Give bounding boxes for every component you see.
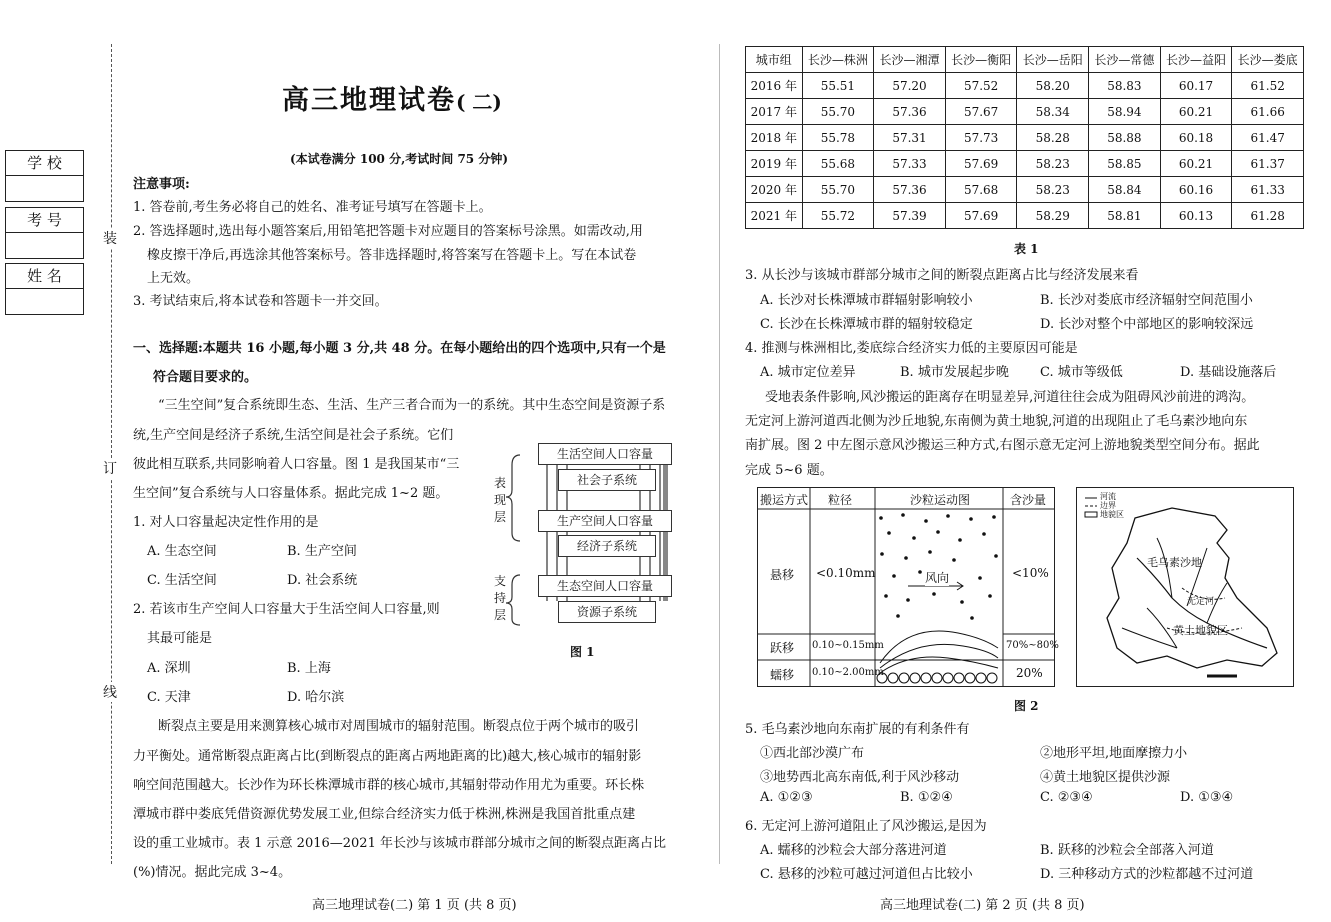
school-field[interactable] bbox=[5, 150, 84, 202]
question-6: 6. 无定河上游河道阻止了风沙搬运,是因为 bbox=[745, 819, 987, 834]
q5-item-2: ②地形平坦,地面摩擦力小 bbox=[1040, 746, 1188, 761]
question-5: 5. 毛乌素沙地向东南扩展的有利条件有 bbox=[745, 722, 970, 737]
table-header: 长沙—常德 bbox=[1089, 47, 1161, 73]
passage-line: 力平衡处。通常断裂点距离占比(到断裂点的距离占两地距离的比)越大,核心城市的辐射影 bbox=[133, 749, 642, 764]
table-row bbox=[746, 203, 1304, 229]
q4-option-a[interactable]: A. 城市定位差异 bbox=[760, 365, 856, 380]
notice-line: 2. 答选择题时,选出每小题答案后,用铅笔把答题卡对应题目的答案标号涂黑。如需改动,用 bbox=[133, 224, 643, 239]
table-1 bbox=[745, 46, 1304, 229]
table-cell: 57.67 bbox=[945, 99, 1017, 125]
section-heading: 一、选择题:本题共 16 小题,每小题 3 分,共 48 分。在每小题给出的四个选项中,只有一个是 bbox=[133, 341, 666, 356]
table-cell: 58.81 bbox=[1089, 203, 1161, 229]
table-header: 长沙—岳阳 bbox=[1017, 47, 1089, 73]
passage-line: 响空间范围越大。长沙作为环长株潭城市群的核心城市,其辐射带动作用尤为重要。环长株 bbox=[133, 778, 645, 793]
q6-option-b[interactable]: B. 跃移的沙粒会全部落入河道 bbox=[1040, 843, 1214, 858]
table-header: 长沙—娄底 bbox=[1232, 47, 1304, 73]
q6-option-c[interactable]: C. 悬移的沙粒可越过河道但占比较小 bbox=[760, 867, 973, 882]
bind-mark-ding: 订 bbox=[103, 458, 117, 478]
map-label-loess: 黄土地貌区 bbox=[1173, 624, 1228, 637]
notice-line: 1. 答卷前,考生务必将自己的姓名、准考证号填写在答题卡上。 bbox=[133, 200, 492, 215]
fig1-box-production-capacity: 生产空间人口容量 bbox=[538, 510, 672, 532]
table-cell: 60.21 bbox=[1160, 151, 1232, 177]
q5-item-1: ①西北部沙漠广布 bbox=[760, 746, 865, 761]
question-2: 2. 若该市生产空间人口容量大于生活空间人口容量,则 bbox=[133, 602, 440, 617]
name-field[interactable] bbox=[5, 263, 84, 315]
table-row bbox=[746, 73, 1304, 99]
table-cell: 57.20 bbox=[874, 73, 946, 99]
map-legend-river: 河流 bbox=[1100, 492, 1116, 501]
table-cell: 57.69 bbox=[945, 203, 1017, 229]
exam-number-field[interactable] bbox=[5, 207, 84, 259]
map-label-mu-us: 毛乌素沙地 bbox=[1147, 556, 1202, 569]
fig2-wind-label: 风向 bbox=[925, 571, 950, 585]
q6-option-a[interactable]: A. 蠕移的沙粒会大部分落进河道 bbox=[760, 843, 947, 858]
table-cell: 2017 年 bbox=[746, 99, 803, 125]
passage-line: 生空间”复合系统与人口容量体系。据此完成 1~2 题。 bbox=[133, 486, 449, 501]
q3-option-c[interactable]: C. 长沙在长株潭城市群的辐射较稳定 bbox=[760, 317, 973, 332]
q4-option-c[interactable]: C. 城市等级低 bbox=[1040, 365, 1123, 380]
table-cell: 58.23 bbox=[1017, 151, 1089, 177]
notice-line: 橡皮擦干净后,再选涂其他答案标号。答非选择题时,将答案写在答题卡上。写在本试卷 bbox=[147, 248, 637, 263]
q3-option-b[interactable]: B. 长沙对娄底市经济辐射空间范围小 bbox=[1040, 293, 1253, 308]
fig2-mode: 跃移 bbox=[770, 641, 795, 655]
table-row bbox=[746, 177, 1304, 203]
figure-1-caption: 图 1 bbox=[570, 645, 595, 659]
figure-2-grid bbox=[758, 488, 1054, 686]
bind-mark-xian: 线 bbox=[103, 682, 117, 702]
section-heading-cont: 符合题目要求的。 bbox=[153, 370, 258, 385]
table-cell: 57.68 bbox=[945, 177, 1017, 203]
passage-line: 统,生产空间是经济子系统,生活空间是社会子系统。它们 bbox=[133, 428, 454, 443]
passage-line: (%)情况。据此完成 3~4。 bbox=[133, 865, 292, 880]
table-cell: 58.83 bbox=[1089, 73, 1161, 99]
map-legend-boundary: 边界 bbox=[1100, 501, 1116, 510]
footer-page-2: 高三地理试卷(二) 第 2 页 (共 8 页) bbox=[880, 898, 1085, 913]
figure-1 bbox=[493, 425, 690, 630]
table-cell: 60.21 bbox=[1160, 99, 1232, 125]
page-divider bbox=[719, 44, 720, 864]
passage-line: 受地表条件影响,风沙搬运的距离存在明显差异,河道往往会成为阻碍风沙前进的鸿沟。 bbox=[765, 390, 1255, 405]
passage-line: 无定河上游河道西北侧为沙丘地貌,东南侧为黄土地貌,河道的出现阻止了毛乌素沙地向东 bbox=[745, 414, 1248, 429]
q1-option-c[interactable]: C. 生活空间 bbox=[147, 573, 217, 588]
page-title bbox=[282, 78, 502, 117]
table-row bbox=[746, 125, 1304, 151]
name-label: 姓 名 bbox=[6, 264, 83, 289]
q5-option-c[interactable]: C. ②③④ bbox=[1040, 790, 1093, 805]
table-cell: 60.13 bbox=[1160, 203, 1232, 229]
q2-option-d[interactable]: D. 哈尔滨 bbox=[287, 690, 345, 705]
table-cell: 61.66 bbox=[1232, 99, 1304, 125]
table-cell: 58.85 bbox=[1089, 151, 1161, 177]
table-1-caption: 表 1 bbox=[1014, 242, 1039, 256]
table-cell: 58.20 bbox=[1017, 73, 1089, 99]
passage-line: 断裂点主要是用来测算核心城市对周围城市的辐射范围。断裂点位于两个城市的吸引 bbox=[158, 719, 640, 734]
table-cell: 55.51 bbox=[802, 73, 874, 99]
table-cell: 2021 年 bbox=[746, 203, 803, 229]
q6-option-d[interactable]: D. 三种移动方式的沙粒都越不过河道 bbox=[1040, 867, 1254, 882]
title-suffix: ( 二) bbox=[456, 90, 502, 114]
q2-option-b[interactable]: B. 上海 bbox=[287, 661, 331, 676]
question-4: 4. 推测与株洲相比,娄底综合经济实力低的主要原因可能是 bbox=[745, 341, 1078, 356]
table-cell: 57.52 bbox=[945, 73, 1017, 99]
passage-line: “三生空间”复合系统即生态、生活、生产三者合而为一的系统。其中生态空间是资源子系 bbox=[158, 398, 666, 413]
q1-option-b[interactable]: B. 生产空间 bbox=[287, 544, 357, 559]
table-cell: 57.36 bbox=[874, 177, 946, 203]
notice-line: 3. 考试结束后,将本试卷和答题卡一并交回。 bbox=[133, 294, 388, 309]
q4-option-b[interactable]: B. 城市发展起步晚 bbox=[900, 365, 1009, 380]
passage-line: 南扩展。图 2 中左图示意风沙搬运三种方式,右图示意无定河上游地貌类型空间分布。据此 bbox=[745, 438, 1260, 453]
table-cell: 57.69 bbox=[945, 151, 1017, 177]
fig1-label-char: 支 bbox=[493, 574, 506, 588]
q3-option-d[interactable]: D. 长沙对整个中部地区的影响较深远 bbox=[1040, 317, 1254, 332]
table-row bbox=[746, 99, 1304, 125]
table-cell: 58.23 bbox=[1017, 177, 1089, 203]
notice-line: 上无效。 bbox=[147, 271, 200, 286]
passage-line: 设的重工业城市。表 1 示意 2016—2021 年长沙与该城市群部分城市之间的断裂点距离占比 bbox=[133, 836, 666, 851]
fig1-label-char: 层 bbox=[493, 608, 506, 622]
table-header: 城市组 bbox=[746, 47, 803, 73]
figure-2-left bbox=[757, 487, 1059, 687]
q3-option-a[interactable]: A. 长沙对长株潭城市群辐射影响较小 bbox=[760, 293, 973, 308]
table-cell: 2020 年 bbox=[746, 177, 803, 203]
q5-option-b[interactable]: B. ①②④ bbox=[900, 790, 953, 805]
table-cell: 58.29 bbox=[1017, 203, 1089, 229]
q5-option-d[interactable]: D. ①③④ bbox=[1180, 790, 1234, 805]
fig1-label-surface bbox=[492, 475, 508, 526]
table-cell: 61.28 bbox=[1232, 203, 1304, 229]
fig1-box-social-system: 社会子系统 bbox=[558, 469, 656, 491]
fig2-size: <0.10mm bbox=[816, 566, 876, 580]
fig2-mode: 悬移 bbox=[770, 568, 795, 582]
table-cell: 58.28 bbox=[1017, 125, 1089, 151]
table-cell: 58.94 bbox=[1089, 99, 1161, 125]
table-cell: 58.34 bbox=[1017, 99, 1089, 125]
table-cell: 55.70 bbox=[802, 177, 874, 203]
subtitle: (本试卷满分 100 分,考试时间 75 分钟) bbox=[290, 152, 508, 166]
question-3: 3. 从长沙与该城市群部分城市之间的断裂点距离占比与经济发展来看 bbox=[745, 268, 1139, 283]
q2-option-c[interactable]: C. 天津 bbox=[147, 690, 191, 705]
table-cell: 58.88 bbox=[1089, 125, 1161, 151]
fig1-box-ecological-capacity: 生态空间人口容量 bbox=[538, 575, 672, 597]
table-cell: 60.16 bbox=[1160, 177, 1232, 203]
fig2-mode: 蠕移 bbox=[770, 668, 795, 682]
passage-line: 彼此相互联系,共同影响着人口容量。图 1 是我国某市“三 bbox=[133, 457, 460, 472]
passage-line: 完成 5~6 题。 bbox=[745, 463, 833, 478]
table-cell: 55.70 bbox=[802, 99, 874, 125]
table-cell: 61.37 bbox=[1232, 151, 1304, 177]
figure-2-caption: 图 2 bbox=[1014, 699, 1039, 713]
q1-option-a[interactable]: A. 生态空间 bbox=[147, 544, 217, 559]
fig1-label-char: 层 bbox=[493, 510, 506, 524]
question-1: 1. 对人口容量起决定性作用的是 bbox=[133, 515, 319, 530]
fig1-box-resource-system: 资源子系统 bbox=[558, 601, 656, 623]
fig1-box-living-capacity: 生活空间人口容量 bbox=[538, 443, 672, 465]
table-header: 长沙—株洲 bbox=[802, 47, 874, 73]
table-cell: 2016 年 bbox=[746, 73, 803, 99]
table-cell: 55.72 bbox=[802, 203, 874, 229]
map-label-wuding-river: 无定河 bbox=[1187, 597, 1215, 607]
notice-heading: 注意事项: bbox=[133, 177, 190, 192]
table-header: 长沙—湘潭 bbox=[874, 47, 946, 73]
fig1-label-char: 现 bbox=[493, 493, 506, 507]
table-cell: 60.18 bbox=[1160, 125, 1232, 151]
q4-option-d[interactable]: D. 基础设施落后 bbox=[1180, 365, 1277, 380]
fig2-header: 搬运方式 bbox=[760, 493, 809, 507]
question-2-cont: 其最可能是 bbox=[147, 631, 213, 646]
fig2-content: 20% bbox=[1016, 666, 1043, 680]
bind-mark-zhuang: 装 bbox=[103, 228, 117, 248]
fig2-content: 70%~80% bbox=[1006, 640, 1059, 651]
table-header: 长沙—衡阳 bbox=[945, 47, 1017, 73]
q1-option-d[interactable]: D. 社会系统 bbox=[287, 573, 358, 588]
table-row bbox=[746, 151, 1304, 177]
binding-line bbox=[111, 44, 112, 864]
table-cell: 61.47 bbox=[1232, 125, 1304, 151]
school-label: 学 校 bbox=[6, 151, 83, 176]
q5-item-3: ③地势西北高东南低,利于风沙移动 bbox=[760, 770, 960, 785]
exam-number-label: 考 号 bbox=[6, 208, 83, 233]
table-cell: 60.17 bbox=[1160, 73, 1232, 99]
fig2-header: 沙粒运动图 bbox=[910, 493, 971, 507]
table-cell: 58.84 bbox=[1089, 177, 1161, 203]
table-header: 长沙—益阳 bbox=[1160, 47, 1232, 73]
table-header-row bbox=[746, 47, 1304, 73]
q5-option-a[interactable]: A. ①②③ bbox=[760, 790, 813, 805]
fig1-box-economic-system: 经济子系统 bbox=[558, 535, 656, 557]
fig2-content: <10% bbox=[1012, 566, 1049, 580]
fig1-label-char: 持 bbox=[493, 591, 506, 605]
figure-2-map bbox=[1076, 487, 1294, 687]
q5-item-4: ④黄土地貌区提供沙源 bbox=[1040, 770, 1171, 785]
table-cell: 55.78 bbox=[802, 125, 874, 151]
fig1-label-char: 表 bbox=[493, 476, 506, 490]
table-cell: 55.68 bbox=[802, 151, 874, 177]
fig1-label-support bbox=[492, 573, 508, 624]
passage-line: 潭城市群中娄底凭借资源优势发展工业,但综合经济实力低于株洲,株洲是我国首批重点建 bbox=[133, 807, 636, 822]
table-cell: 57.31 bbox=[874, 125, 946, 151]
fig2-header: 粒径 bbox=[828, 493, 853, 507]
q2-option-a[interactable]: A. 深圳 bbox=[147, 661, 191, 676]
fig2-header: 含沙量 bbox=[1010, 493, 1047, 507]
table-cell: 57.73 bbox=[945, 125, 1017, 151]
title-main: 高三地理试卷 bbox=[282, 85, 456, 116]
fig2-size: 0.10~0.15mm bbox=[812, 640, 884, 651]
table-cell: 57.33 bbox=[874, 151, 946, 177]
table-cell: 2018 年 bbox=[746, 125, 803, 151]
table-cell: 2019 年 bbox=[746, 151, 803, 177]
table-cell: 61.33 bbox=[1232, 177, 1304, 203]
fig2-size: 0.10~2.00mm bbox=[812, 667, 884, 678]
table-cell: 61.52 bbox=[1232, 73, 1304, 99]
table-cell: 57.39 bbox=[874, 203, 946, 229]
footer-page-1: 高三地理试卷(二) 第 1 页 (共 8 页) bbox=[312, 898, 517, 913]
map-legend-landform: 地貌区 bbox=[1100, 510, 1124, 519]
table-cell: 57.36 bbox=[874, 99, 946, 125]
